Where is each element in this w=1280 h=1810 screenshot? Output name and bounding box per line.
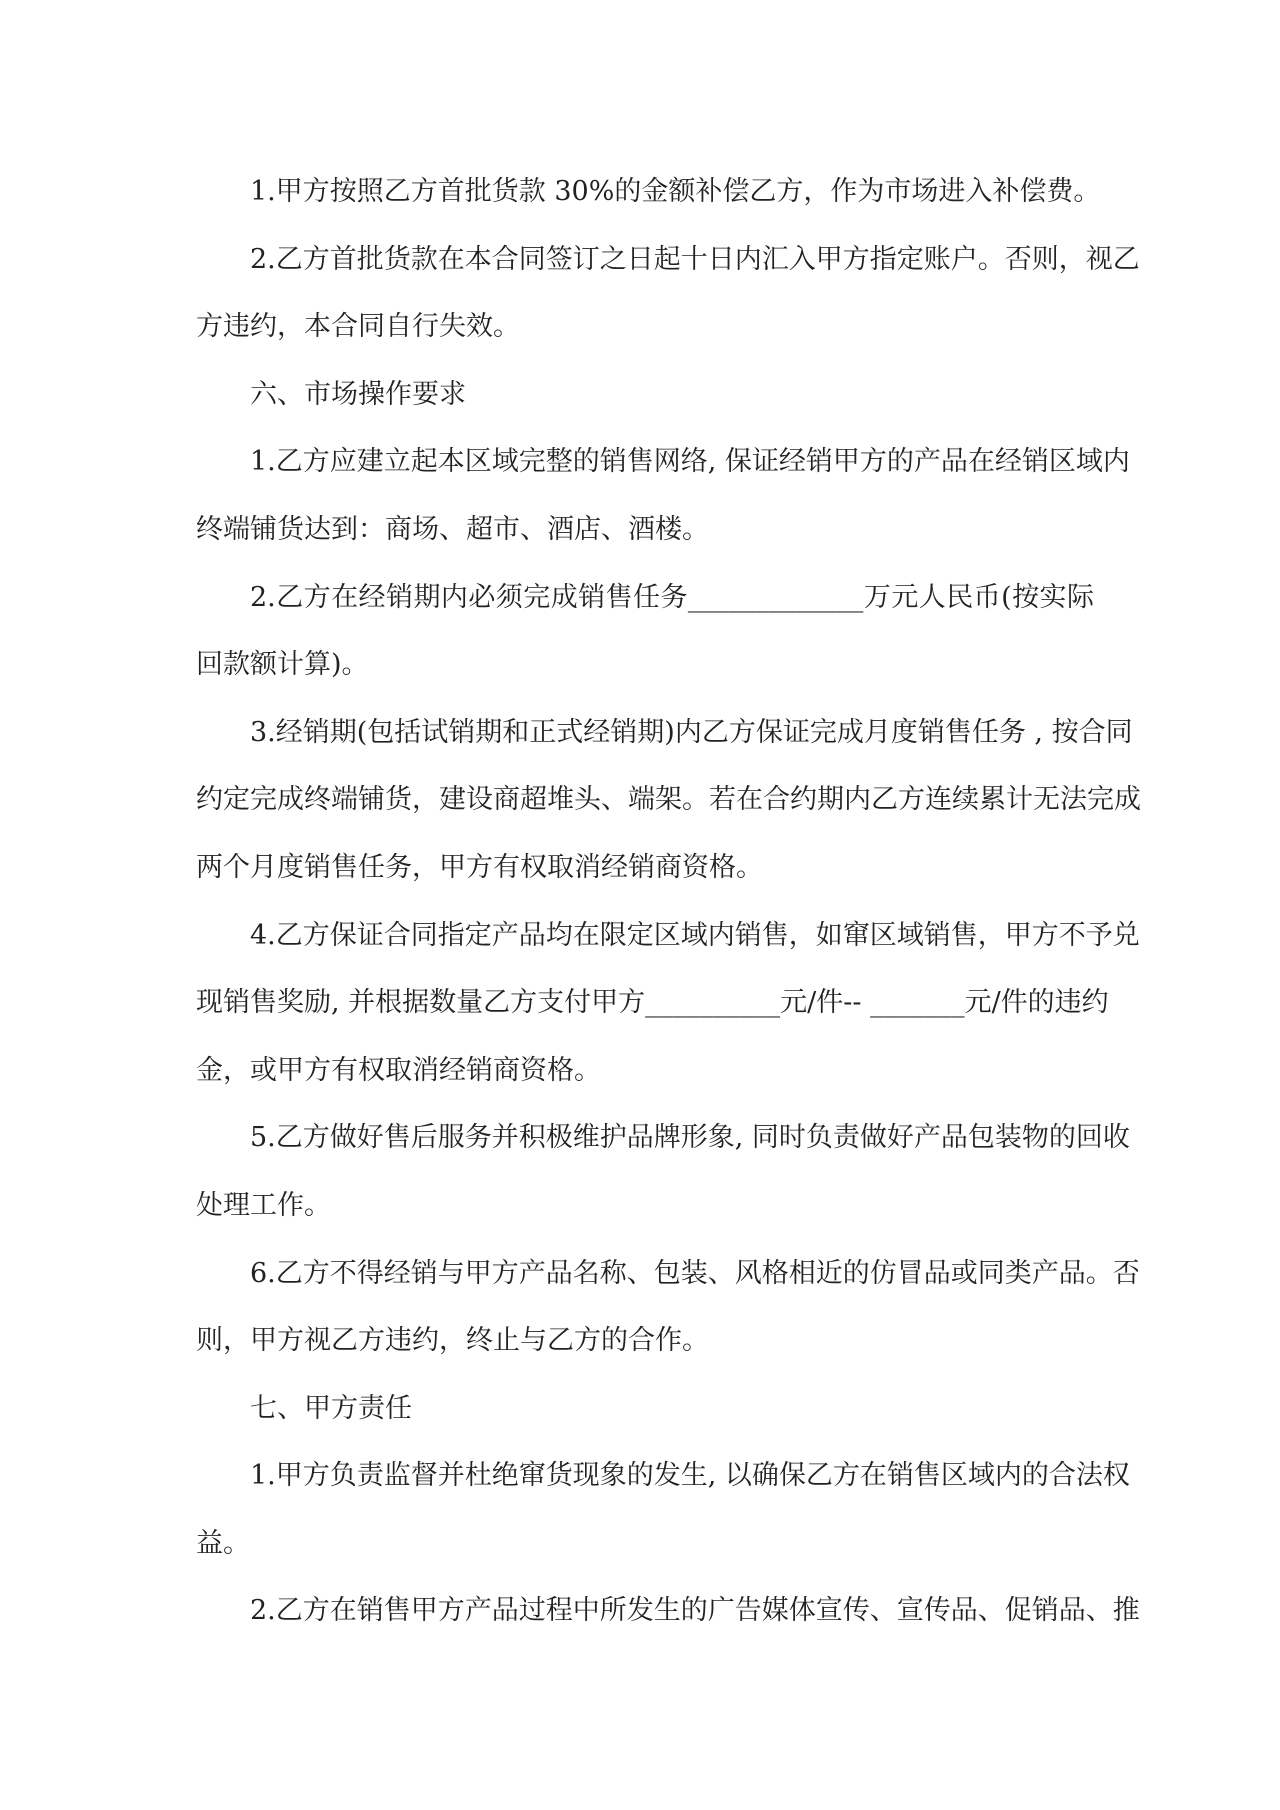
document-body	[196, 172, 1141, 1659]
text-line: 3.经销期(包括试销期和正式经销期)内乙方保证完成月度销售任务 , 按合同	[250, 716, 1133, 748]
paragraph	[196, 442, 1130, 577]
text-line: 1.甲方按照乙方首批货款 30%的金额补偿乙方，作为市场进入补偿费。	[250, 176, 1101, 207]
text-line: 5.乙方做好售后服务并积极维护品牌形象, 同时负责做好产品包装物的回收	[250, 1122, 1130, 1154]
text-line: 金，或甲方有权取消经销商资格。	[196, 1054, 601, 1086]
paragraph	[196, 375, 1094, 443]
paragraph	[196, 1118, 1130, 1253]
paragraph	[196, 1254, 1140, 1389]
text-line: 回款额计算)。	[196, 649, 369, 681]
text-line: 处理工作。	[196, 1189, 331, 1221]
text-line: 1.甲方负责监督并杜绝窜货现象的发生, 以确保乙方在销售区域内的合法权	[250, 1460, 1130, 1492]
text-line: 4.乙方保证合同指定产品均在限定区域内销售，如窜区域销售，甲方不予兑	[250, 919, 1140, 951]
text-line: 两个月度销售任务，甲方有权取消经销商资格。	[196, 851, 763, 883]
paragraph	[196, 240, 1140, 375]
text-line: 终端铺货达到：商场、超市、酒店、酒楼。	[196, 513, 709, 545]
paragraph	[196, 713, 1141, 916]
paragraph	[196, 1456, 1130, 1591]
text-line: 2.乙方首批货款在本合同签订之日起十日内汇入甲方指定账户。否则，视乙	[250, 243, 1140, 275]
paragraph	[196, 172, 1101, 240]
text-line: 约定完成终端铺货，建设商超堆头、端架。若在合约期内乙方连续累计无法完成	[196, 784, 1141, 816]
paragraph	[196, 578, 1094, 713]
text-line: 方违约，本合同自行失效。	[196, 311, 520, 343]
text-line: 七、甲方责任	[250, 1392, 412, 1424]
text-line: 2.乙方在销售甲方产品过程中所发生的广告媒体宣传、宣传品、促销品、推	[250, 1595, 1140, 1627]
text-line: 现销售奖励, 并根据数量乙方支付甲方__________元/件-- _______元/件的违约	[196, 987, 1109, 1019]
text-line: 1.乙方应建立起本区域完整的销售网络, 保证经销甲方的产品在经销区域内	[250, 446, 1130, 478]
text-line: 益。	[196, 1527, 250, 1559]
paragraph	[196, 1389, 1094, 1457]
text-line: 则，甲方视乙方违约，终止与乙方的合作。	[196, 1325, 709, 1357]
text-line: 2.乙方在经销期内必须完成销售任务_____________万元人民币(按实际	[250, 581, 1094, 613]
paragraph	[196, 1591, 1140, 1659]
text-line: 6.乙方不得经销与甲方产品名称、包装、风格相近的仿冒品或同类产品。否	[250, 1257, 1140, 1289]
text-line: 六、市场操作要求	[250, 378, 466, 410]
paragraph	[196, 916, 1140, 1119]
